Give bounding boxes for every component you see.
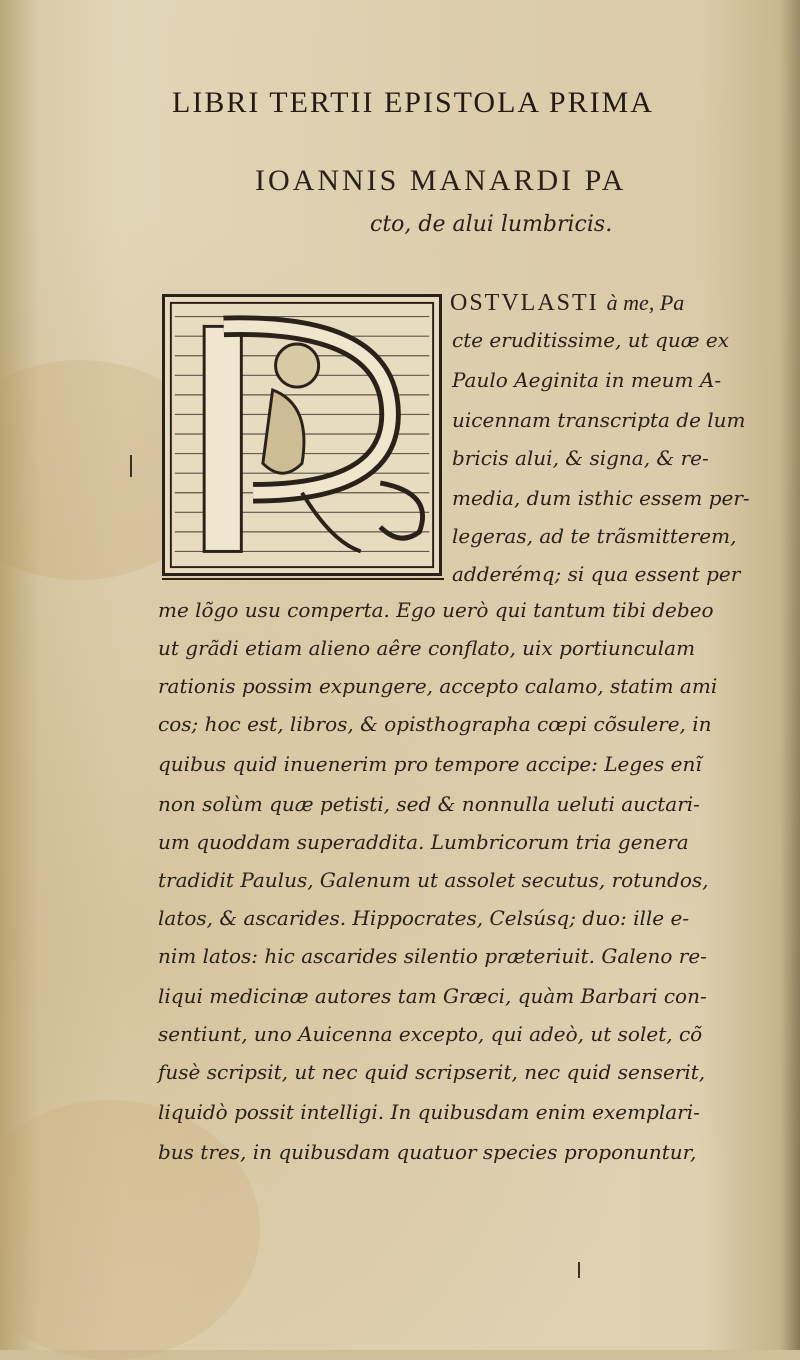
- wrapped-line: legeras, ad te trãsmitterem,: [452, 524, 737, 548]
- wrapped-line: cte eruditissime, ut quæ ex: [452, 328, 730, 352]
- body-line: tradidit Paulus, Galenum ut assolet secutus, rotundos,: [158, 868, 709, 892]
- wrapped-line: adderémq; si qua essent per: [452, 562, 741, 586]
- margin-mark: [578, 1262, 580, 1278]
- woodcut-initial-illustration: [165, 297, 439, 573]
- margin-mark: [130, 455, 132, 477]
- opening-line: [450, 290, 684, 317]
- body-line: bus tres, in quibusdam quatuor species proponuntur,: [158, 1140, 697, 1164]
- body-line: um quoddam superaddita. Lumbricorum tria genera: [158, 830, 689, 854]
- body-line: quibus quid inuenerim pro tempore accipe: Leges enĩ: [158, 752, 702, 776]
- water-stain: [0, 1100, 260, 1360]
- body-line: ut grãdi etiam alieno aêre conflato, uix portiunculam: [158, 636, 696, 660]
- body-line: sentiunt, uno Auicenna excepto, qui adeò, ut solet, cõ: [158, 1022, 703, 1046]
- body-line: latos, & ascarides. Hippocrates, Celsúsq; duo: ille e-: [158, 906, 690, 930]
- letter-title: IOANNIS MANARDI PA: [255, 164, 627, 197]
- wrapped-line: bricis alui, & signa, & re-: [452, 446, 709, 470]
- body-line: cos; hoc est, libros, & opisthographa cœpi cõsulere, in: [158, 712, 712, 736]
- initial-base-rule: [162, 578, 444, 580]
- wrapped-line: uicennam transcripta de lum: [452, 408, 746, 432]
- body-line: rationis possim expungere, accepto calamo, statim ami: [158, 674, 718, 698]
- body-line: non solùm quæ petisti, sed & nonnulla ueluti auctari-: [158, 792, 700, 816]
- decorated-initial-p: [162, 294, 442, 576]
- wrapped-line: Paulo Aeginita in meum A-: [452, 368, 722, 392]
- body-line: nim latos: hic ascarides silentio præteriuit. Galeno re-: [158, 944, 707, 968]
- running-header: LIBRI TERTII EPISTOLA PRIMA: [172, 86, 654, 119]
- body-line: fusè scripsit, ut nec quid scripserit, nec quid senserit,: [158, 1060, 706, 1084]
- body-line: me lõgo usu comperta. Ego uerò qui tantum tibi debeo: [158, 598, 714, 622]
- wrapped-line: media, dum isthic essem per-: [452, 486, 750, 510]
- letter-subtitle: cto, de alui lumbricis.: [370, 212, 613, 237]
- opening-caps: OSTVLASTI: [450, 290, 599, 316]
- body-line: liquidò possit intelligi. In quibusdam enim exemplari-: [158, 1100, 700, 1124]
- opening-rest: à me, Pa: [606, 290, 685, 315]
- body-line: liqui medicinæ autores tam Græci, quàm Barbari con-: [158, 984, 707, 1008]
